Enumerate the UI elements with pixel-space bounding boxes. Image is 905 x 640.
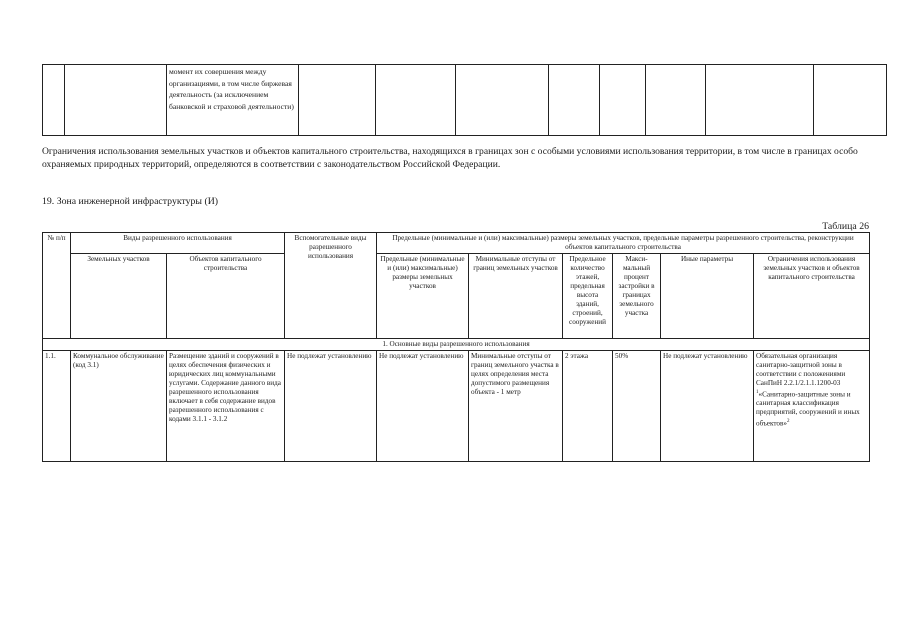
table-header-row <box>43 254 870 339</box>
row-num: 1.1. <box>43 351 71 462</box>
table-cell <box>376 65 456 136</box>
row-coverage: 50% <box>613 351 661 462</box>
table-cell <box>299 65 376 136</box>
table-cell <box>43 65 65 136</box>
restriction-paragraph: Ограничения использования земельных участков и объектов капитального строительства, находящихся в границах зон с особыми условиями использования территории, в том числе в границах особо охраняемых природных территорий, определяются в соответствии с законодательством Российской Федерации. <box>42 146 858 170</box>
table-label: Таблица 26 <box>822 221 869 232</box>
table-cell <box>706 65 814 136</box>
row-objects: Размещение зданий и сооружений в целях обеспечения физических и юридических лиц коммунальными услугами. Содержание данного вида разрешенного использования включает в себя содержание видов разрешенного использования с кодами 3.1.1 - 3.1.2 <box>167 351 285 462</box>
row-plot-sizes: Не подлежат установлению <box>377 351 469 462</box>
table-header-row <box>43 233 870 254</box>
section-title: 1. Основные виды разрешенного использования <box>43 339 870 351</box>
table-cell-description: момент их совершения между организациями, в том числе биржевая деятельность (за исключением банковской и страховой деятельности) <box>167 65 299 136</box>
table-row <box>43 351 870 462</box>
header-floors: Предельное количество этажей, предельная высота зданий, строений, сооружений <box>563 254 613 339</box>
table-row <box>43 65 887 136</box>
restrictions-main: Обязательная организация санитарно-защитной зоны в соответствии с положениями СанПиН 2.2.1/2.1.1.1200-03 <box>756 352 846 387</box>
zone-heading: 19. Зона инженерной инфраструктуры (И) <box>42 196 219 207</box>
row-floors: 2 этажа <box>563 351 613 462</box>
header-capital-objects: Объектов капитального строительства <box>167 254 285 339</box>
header-limits: Предельные (минимальные и (или) максимальные) размеры земельных участков, предельные параметры разрешенного строительства, реконструкции объектов капитального строительства <box>377 233 870 254</box>
header-coverage: Макси-мальный процент застройки в границах земельного участка <box>613 254 661 339</box>
footnote-mark: 2 <box>787 419 790 425</box>
row-restrictions <box>754 351 870 462</box>
header-restrictions: Ограничения использования земельных участков и объектов капитального строительства <box>754 254 870 339</box>
header-setbacks: Минимальные отступы от границ земельных участков <box>469 254 563 339</box>
table-cell <box>549 65 600 136</box>
restrictions-quote: «Санитарно-защитные зоны и санитарная классификация предприятий, сооружений и иных объектов» <box>756 390 860 428</box>
header-permitted-uses: Виды разрешенного использования <box>71 233 285 254</box>
header-plot-sizes: Предельные (минимальные и (или) максимальные) размеры земельных участков <box>377 254 469 339</box>
previous-table-fragment <box>42 64 887 136</box>
row-other: Не подлежат установлению <box>661 351 754 462</box>
section-row <box>43 339 870 351</box>
row-land-use: Коммунальное обслуживание (код 3.1) <box>71 351 167 462</box>
row-auxiliary: Не подлежат установлению <box>285 351 377 462</box>
zone-table <box>42 232 870 462</box>
row-setbacks: Минимальные отступы от границ земельного участка в целях определения места допустимого размещения объекта - 1 метр <box>469 351 563 462</box>
header-other-params: Иные параметры <box>661 254 754 339</box>
table-cell <box>814 65 887 136</box>
footnote-mark: 1 <box>756 390 759 395</box>
table-cell <box>646 65 706 136</box>
header-auxiliary-uses: Вспомогательные виды разрешенного использования <box>285 233 377 339</box>
header-num: № п/п <box>43 233 71 339</box>
table-cell <box>65 65 167 136</box>
header-land-plots: Земельных участков <box>71 254 167 339</box>
table-cell <box>600 65 646 136</box>
table-cell <box>456 65 549 136</box>
